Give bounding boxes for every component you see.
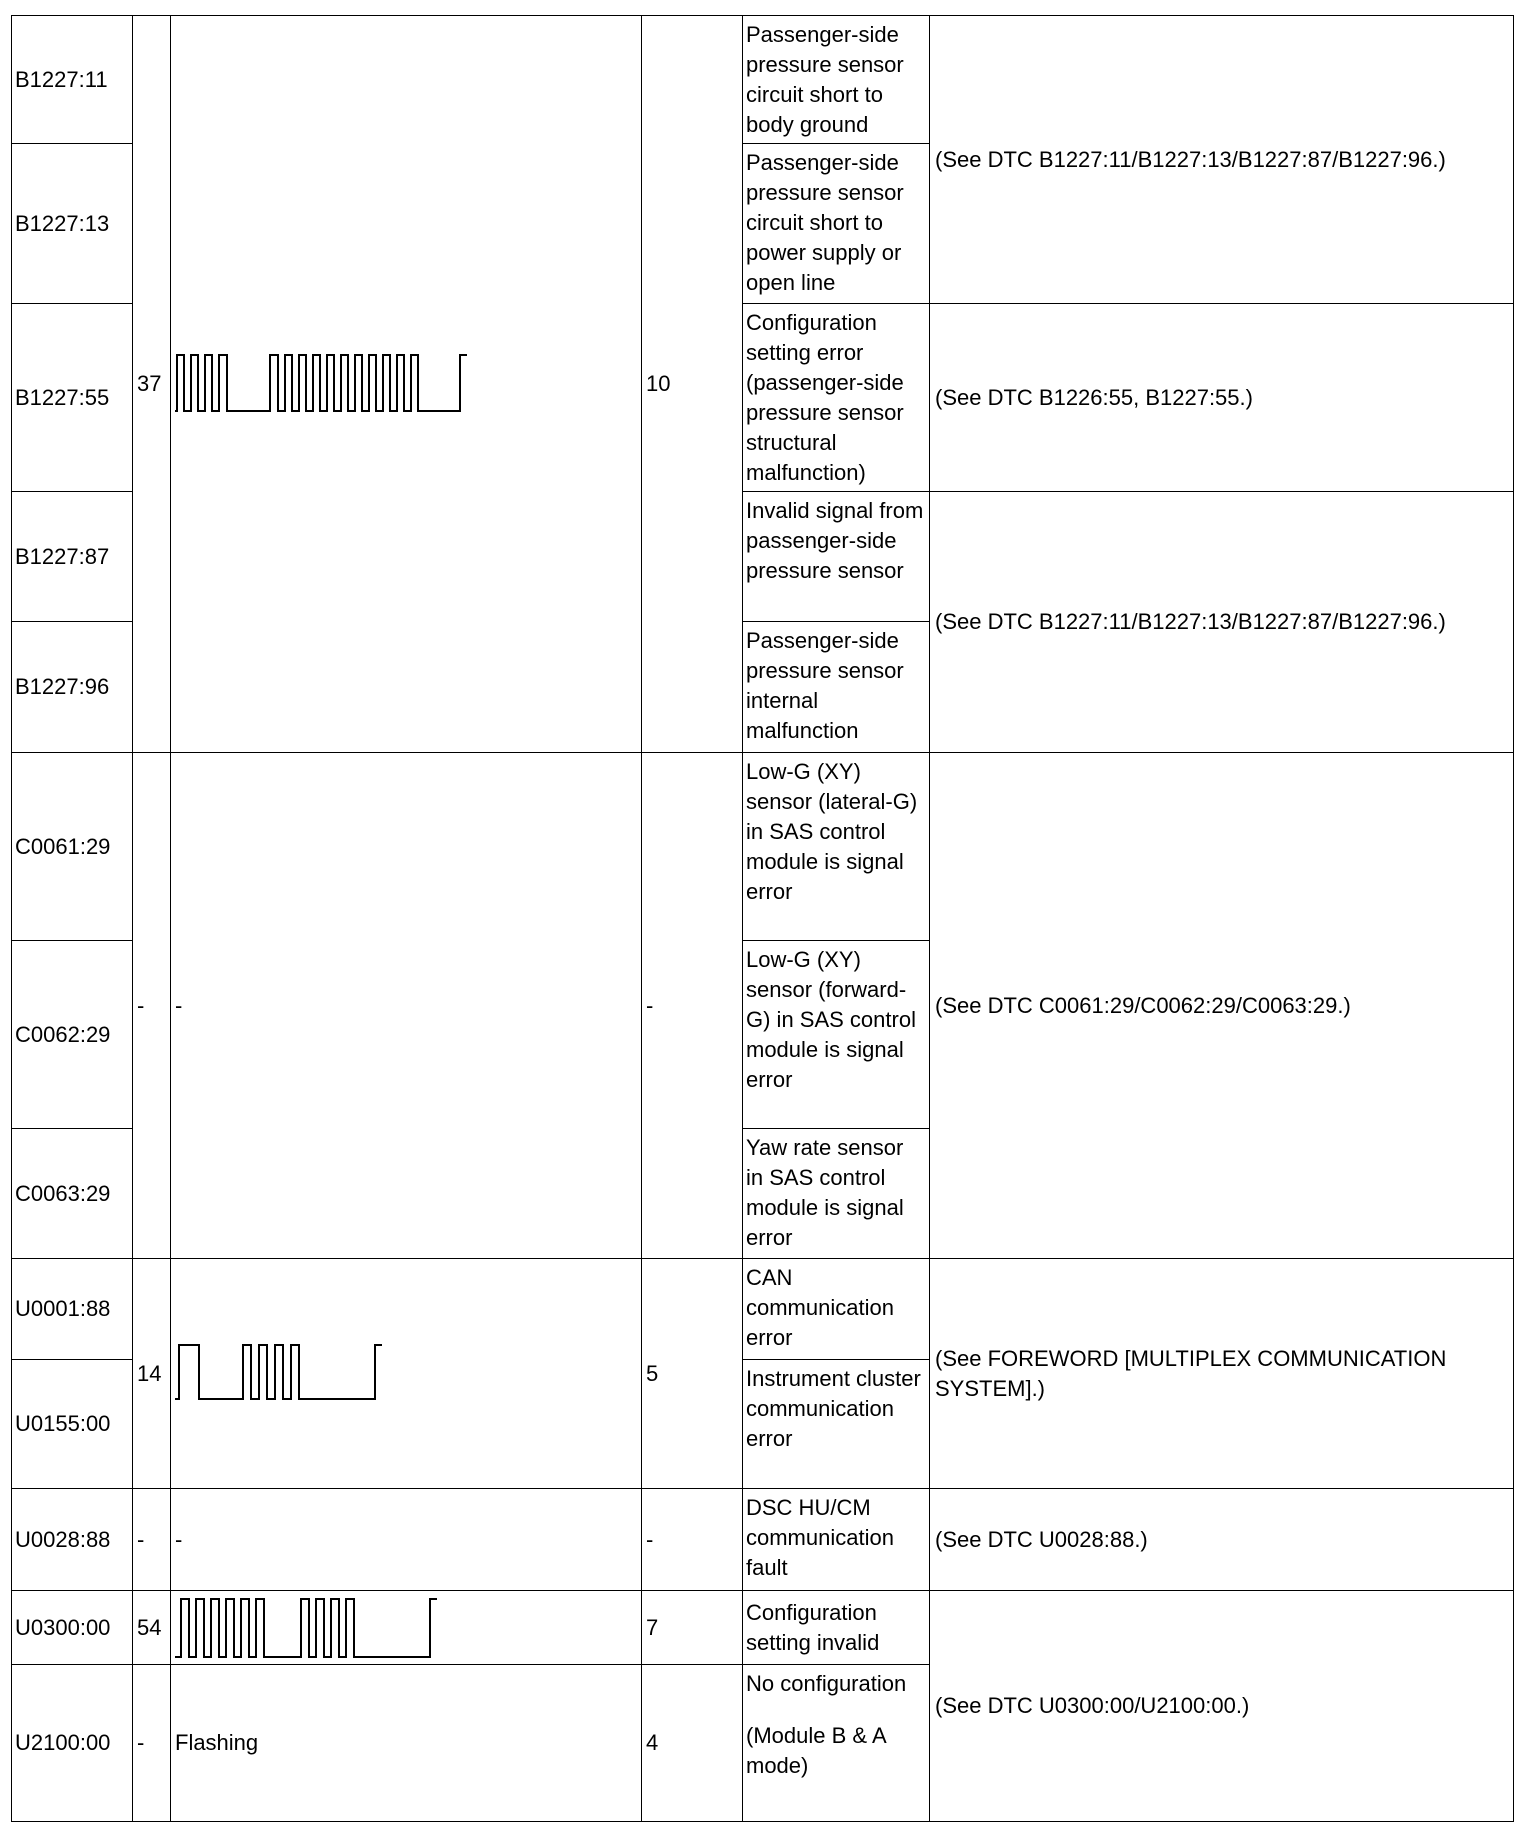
flash-count: -: [642, 1489, 743, 1591]
spacer: [746, 1699, 926, 1721]
dtc-description: Yaw rate sensor in SAS control module is signal error: [743, 1129, 930, 1259]
flash-count: 4: [642, 1665, 743, 1822]
dtc-description: Low-G (XY) sensor (forward-G) in SAS control module is signal error: [743, 941, 930, 1129]
waveform-line: [175, 1599, 437, 1657]
dtc-code: C0061:29: [12, 753, 133, 941]
dtc-description: Passenger-side pressure sensor circuit short to power supply or open line: [743, 144, 930, 304]
dtc-description: No configuration: [746, 1671, 907, 1696]
dtc-code: C0063:29: [12, 1129, 133, 1259]
dtc-code: U2100:00: [12, 1665, 133, 1822]
flash-pattern-cell: -: [171, 1489, 642, 1591]
flash-pattern-waveform: [175, 349, 575, 419]
remark-cell: (See DTC B1227:11/B1227:13/B1227:87/B1227:96.): [930, 492, 1514, 753]
flash-pattern-cell: [171, 16, 642, 753]
dtc-description-note: (Module B & A mode): [746, 1723, 886, 1778]
dtc-code: B1227:11: [12, 16, 133, 144]
flash-pattern-cell: [171, 1591, 642, 1665]
table-row: [12, 753, 1514, 941]
flash-pattern-cell: Flashing: [171, 1665, 642, 1822]
dtc-table: [11, 15, 1514, 1822]
remark-cell: (See FOREWORD [MULTIPLEX COMMUNICATION SYSTEM].): [930, 1259, 1514, 1489]
pattern-code: -: [133, 1665, 171, 1822]
table-row: [12, 16, 1514, 144]
dtc-description: CAN communication error: [743, 1259, 930, 1360]
dtc-description: Configuration setting error (passenger-side pressure sensor structural malfunction): [743, 304, 930, 492]
remark-cell: (See DTC U0028:88.): [930, 1489, 1514, 1591]
flash-pattern-waveform: [175, 1595, 575, 1661]
dtc-code: C0062:29: [12, 941, 133, 1129]
pattern-code: 54: [133, 1591, 171, 1665]
dtc-description-cell: [743, 1665, 930, 1822]
waveform-line: [175, 355, 467, 411]
table-row: [12, 1259, 1514, 1360]
dtc-code: B1227:13: [12, 144, 133, 304]
dtc-code: B1227:96: [12, 622, 133, 753]
dtc-description: Passenger-side pressure sensor circuit short to body ground: [743, 16, 930, 144]
flash-count: 10: [642, 16, 743, 753]
dtc-description: Low-G (XY) sensor (lateral-G) in SAS control module is signal error: [743, 753, 930, 941]
table-row: [12, 1489, 1514, 1591]
dtc-code: U0001:88: [12, 1259, 133, 1360]
waveform-line: [175, 1345, 382, 1399]
flash-count: -: [642, 753, 743, 1259]
dtc-description: Configuration setting invalid: [743, 1591, 930, 1665]
flash-pattern-cell: -: [171, 753, 642, 1259]
dtc-description: Invalid signal from passenger-side pressure sensor: [743, 492, 930, 622]
pattern-code: 37: [133, 16, 171, 753]
dtc-description: DSC HU/CM communication fault: [743, 1489, 930, 1591]
flash-count: 5: [642, 1259, 743, 1489]
remark-cell: (See DTC B1226:55, B1227:55.): [930, 304, 1514, 492]
dtc-description: Passenger-side pressure sensor internal malfunction: [743, 622, 930, 753]
remark-cell: (See DTC C0061:29/C0062:29/C0063:29.): [930, 753, 1514, 1259]
dtc-code: U0300:00: [12, 1591, 133, 1665]
flash-pattern-waveform: [175, 1341, 575, 1407]
dtc-code: B1227:87: [12, 492, 133, 622]
pattern-code: 14: [133, 1259, 171, 1489]
pattern-code: -: [133, 753, 171, 1259]
flash-pattern-cell: [171, 1259, 642, 1489]
dtc-description: Instrument cluster communication error: [743, 1360, 930, 1489]
dtc-code: U0155:00: [12, 1360, 133, 1489]
remark-cell: (See DTC B1227:11/B1227:13/B1227:87/B1227:96.): [930, 16, 1514, 304]
table-row: [12, 1591, 1514, 1665]
dtc-code: U0028:88: [12, 1489, 133, 1591]
flash-count: 7: [642, 1591, 743, 1665]
pattern-code: -: [133, 1489, 171, 1591]
remark-cell: (See DTC U0300:00/U2100:00.): [930, 1591, 1514, 1822]
dtc-code: B1227:55: [12, 304, 133, 492]
